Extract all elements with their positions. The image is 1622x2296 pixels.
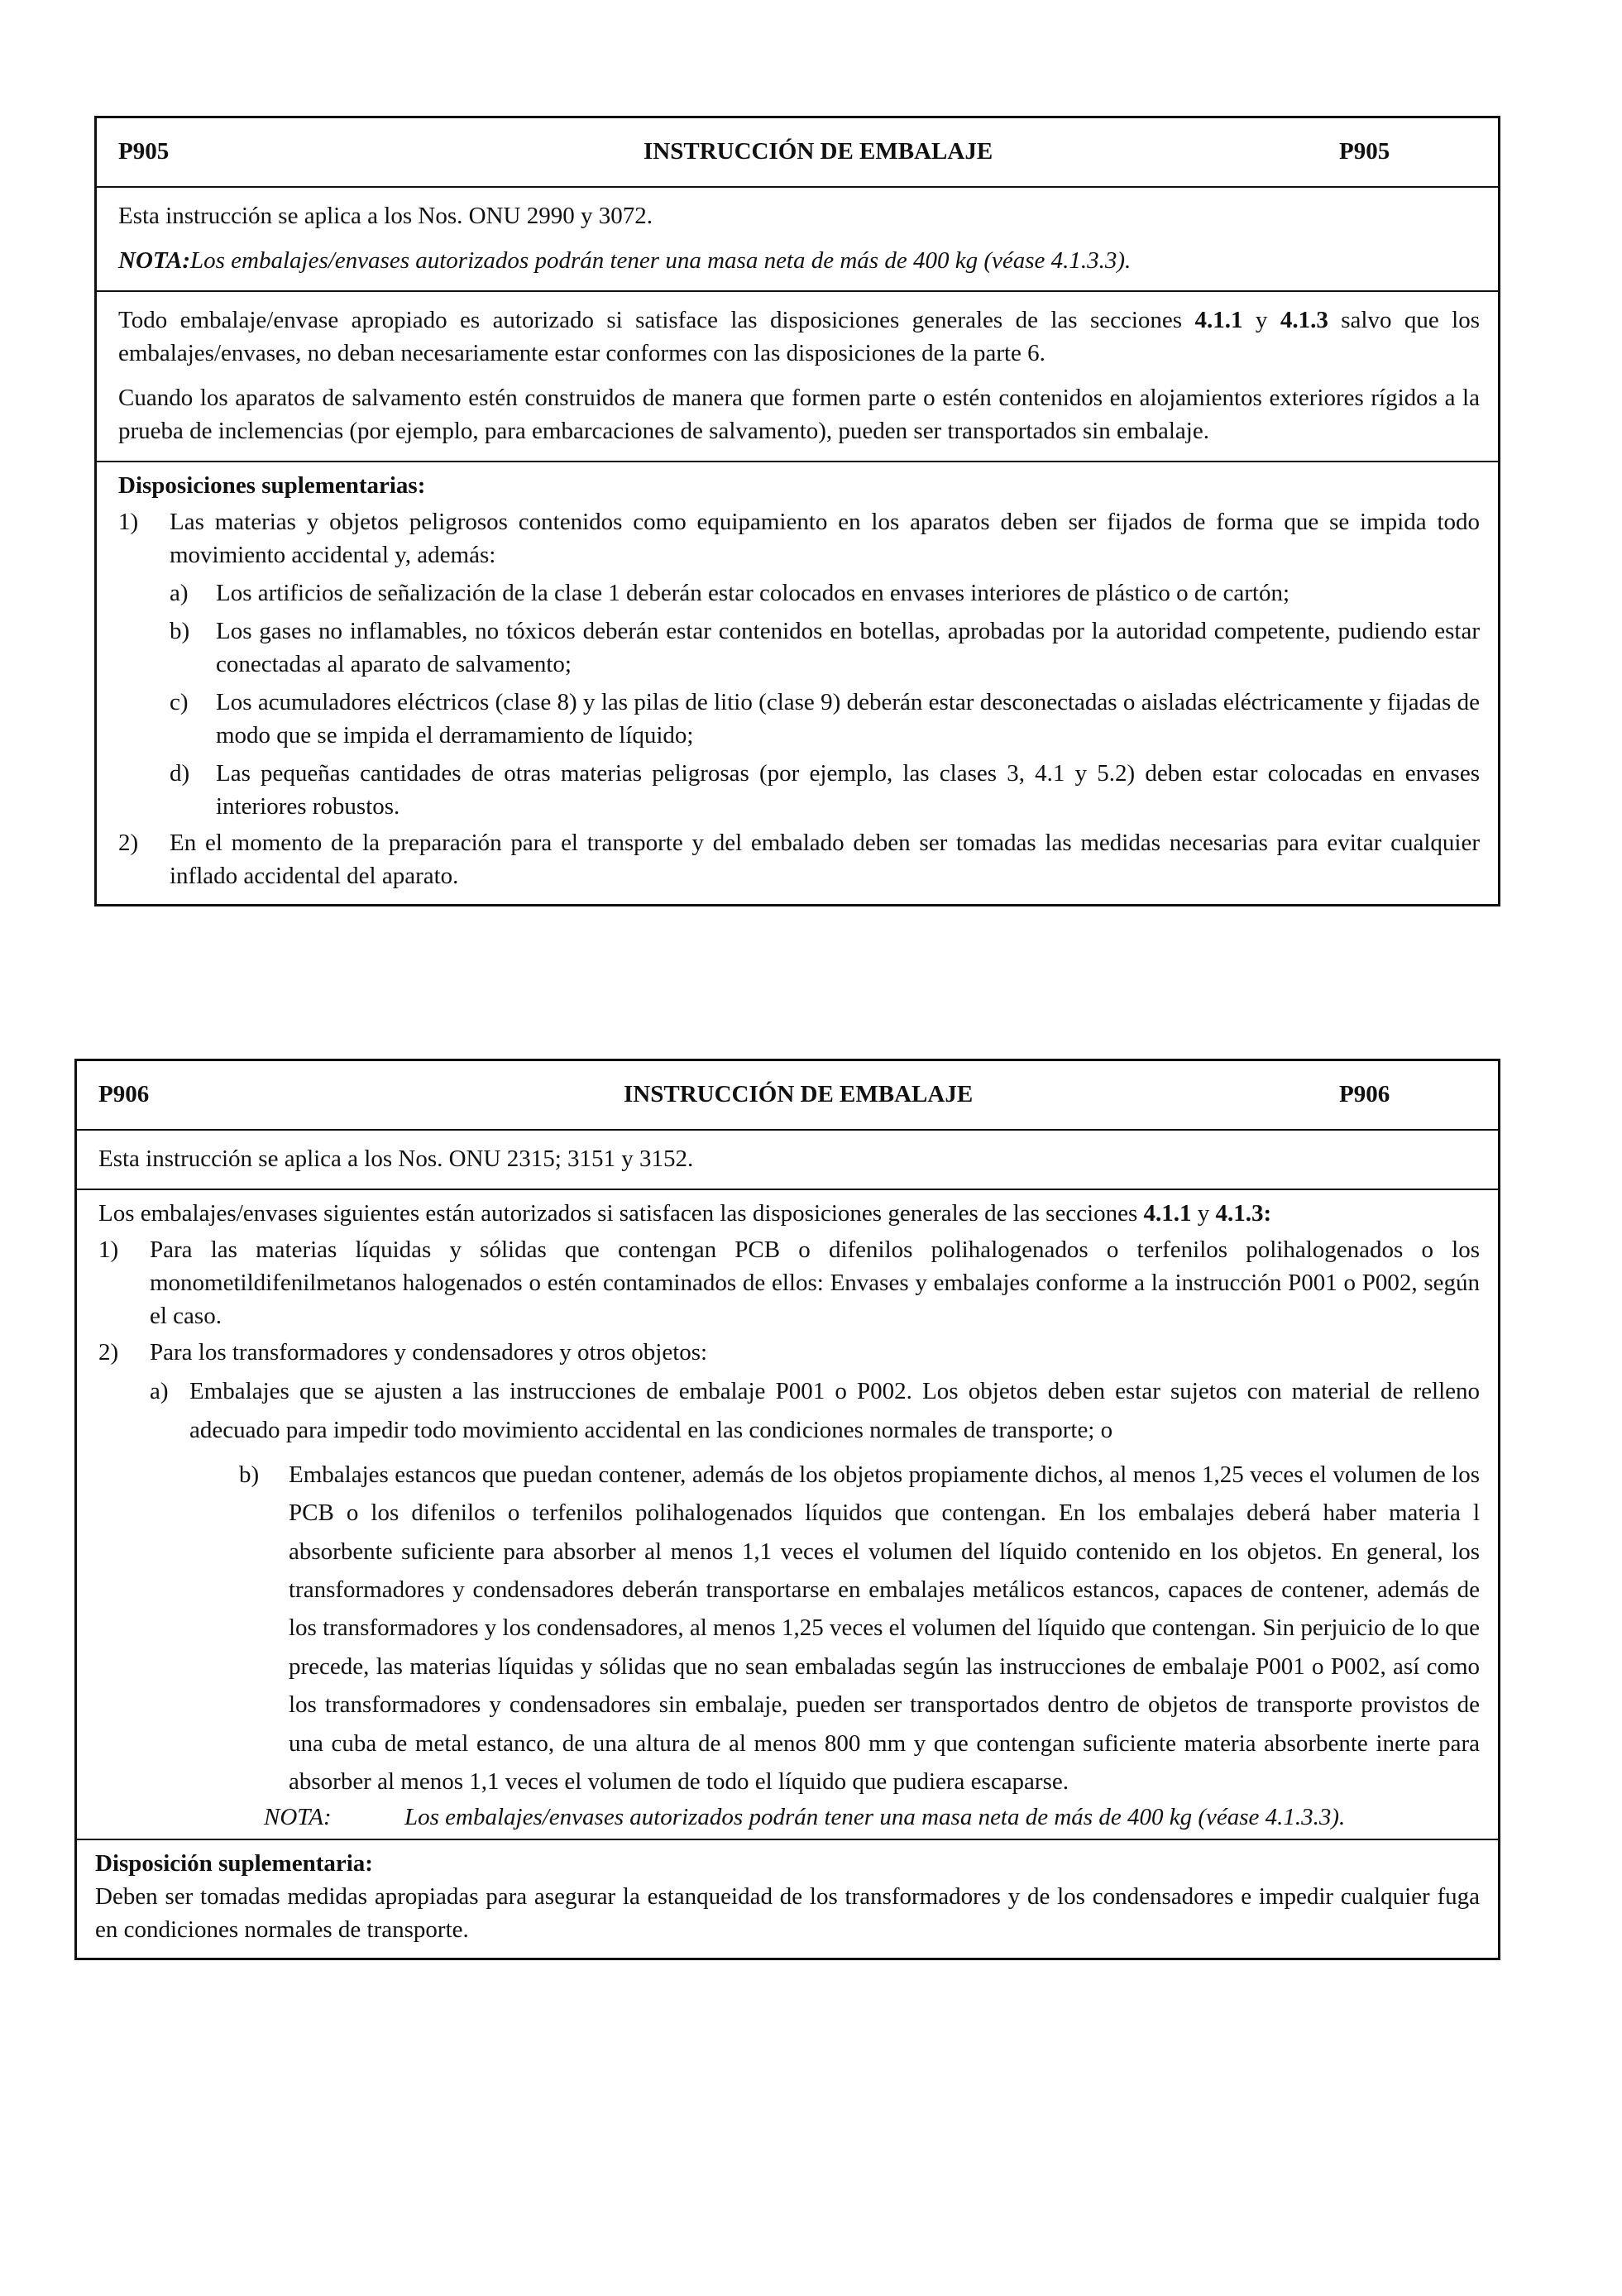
p906-supp-text: Deben ser tomadas medidas apropiadas para asegurar la estanqueidad de los transformadores y de los condensadores e impedir cualquier fuga en condiciones normales de transporte. xyxy=(95,1883,1480,1944)
p905-header xyxy=(97,118,1498,188)
p905-subitem-a xyxy=(170,576,1480,610)
p906-supplementary xyxy=(77,1840,1498,1958)
p905-general xyxy=(97,292,1498,462)
p906-header xyxy=(77,1061,1498,1131)
p906-intro-conj: y xyxy=(1191,1200,1216,1227)
p906-applies: Esta instrucción se aplica a los Nos. ONU 2315; 3151 y 3152. xyxy=(98,1146,694,1173)
item-text: Para los transformadores y condensadores y otros objetos: xyxy=(150,1339,708,1366)
p905-supp-heading: Disposiciones suplementarias: xyxy=(118,472,426,500)
p905-code-right: P905 xyxy=(1339,138,1390,165)
p906-code-right: P906 xyxy=(1339,1081,1390,1107)
item-text: En el momento de la preparación para el transporte y del embalado deben ser tomadas las medidas necesarias para evitar cualquier inflado accidental del aparato. xyxy=(170,830,1480,890)
item-number: 2) xyxy=(98,1339,119,1366)
subitem-text: Las pequeñas cantidades de otras materias peligrosas (por ejemplo, las clases 3, 4.1 y 5.2) deben estar colocadas en envases interiores robustos. xyxy=(216,760,1480,820)
p905-supplementary xyxy=(97,462,1498,904)
p905-para1 xyxy=(118,304,1480,370)
subitem-text: Los acumuladores eléctricos (clase 8) y las pilas de litio (clase 9) deberán estar desconectadas o aisladas eléctricamente y fijadas de modo que se impida el derramamiento de líquido; xyxy=(216,689,1480,749)
p906-item-1 xyxy=(98,1233,1480,1332)
item-number: 1) xyxy=(98,1236,119,1264)
p905-para1-text-a: Todo embalaje/envase apropiado es autorizado si satisface las disposiciones generales de las secciones xyxy=(118,307,1195,334)
p906-subitem-b xyxy=(239,1456,1480,1801)
subitem-text: Los gases no inflamables, no tóxicos deberán estar contenidos en botellas, aprobadas por la autoridad competente, pudiendo estar conectadas al aparato de salvamento; xyxy=(216,618,1480,678)
p905-subitem-d xyxy=(170,757,1480,823)
p905-para1-ref1: 4.1.1 xyxy=(1194,307,1243,334)
subitem-text: Los artificios de señalización de la clase 1 deberán estar colocados en envases interiores de plástico o de cartón; xyxy=(216,580,1290,607)
p906-scope xyxy=(77,1131,1498,1190)
p906-note-label: NOTA: xyxy=(264,1804,332,1831)
p905-scope xyxy=(97,188,1498,292)
p906-note-text: Los embalajes/envases autorizados podrán tener una masa neta de más de 400 kg (véase 4.1.3.3). xyxy=(404,1804,1346,1831)
p905-subitem-c xyxy=(170,686,1480,752)
p905-applies: Esta instrucción se aplica a los Nos. ONU 2990 y 3072. xyxy=(118,203,653,230)
p905-para1-conj: y xyxy=(1242,307,1280,334)
subitem-letter: c) xyxy=(170,689,189,716)
item-text: Para las materias líquidas y sólidas que contengan PCB o difenilos polihalogenados o terfenilos polihalogenados o los monometildifenilmetanos halogenados o estén contaminados de ellos: Envases y embalajes conforme a la instrucción P001 o P002, según el caso. xyxy=(150,1236,1480,1330)
p906-item-2 xyxy=(98,1336,1480,1369)
subitem-letter: a) xyxy=(170,580,189,607)
p906-code-left: P906 xyxy=(98,1081,150,1107)
p905-para2: Cuando los aparatos de salvamento estén construidos de manera que formen parte o estén contenidos en alojamientos exteriores rígidos a la prueba de inclemencias (por ejemplo, para embarcaciones de salvamento), pueden ser transportados sin embalaje. xyxy=(118,385,1480,445)
item-number: 2) xyxy=(118,830,139,857)
subitem-letter: d) xyxy=(170,760,190,787)
item-number: 1) xyxy=(118,509,139,536)
p905-note-text: Los embalajes/envases autorizados podrán tener una masa neta de más de 400 kg (véase 4.1.3.3). xyxy=(190,247,1132,275)
p906-intro-ref2: 4.1.3: xyxy=(1215,1200,1272,1227)
packing-instruction-p906 xyxy=(74,1059,1500,1960)
p905-subitem-b xyxy=(170,615,1480,681)
subitem-text: Embalajes estancos que puedan contener, además de los objetos propiamente dichos, al menos 1,25 veces el volumen de los PCB o los difenilos o terfenilos polihalogenados líquidos que contengan. En los embalajes deberá haber materia l absorbente suficiente para absorber al menos 1,1 veces el volumen del líquido contenido en los objetos. En general, los transformadores y condensadores deberán transportarse en embalajes metálicos estancos, capaces de contener, además de los transformadores y los condensadores, al menos 1,25 veces el volumen del líquido que contengan. Sin perjuicio de lo que precede, las materias líquidas y sólidas que no sean embaladas según las instrucciones de embalaje P001 o P002, así como los transformadores y condensadores sin embalaje, pueden ser transportados dentro de objetos de transporte provistos de una cuba de metal estanco, de una altura de al menos 800 mm y que contengan suficiente materia absorbente inerte para absorber al menos 1,1 veces el volumen de todo el líquido que pudiera escaparse. xyxy=(289,1461,1480,1796)
p905-title: INSTRUCCIÓN DE EMBALAJE xyxy=(644,138,993,165)
p906-intro-text: Los embalajes/envases siguientes están autorizados si satisfacen las disposiciones generales de las secciones xyxy=(98,1200,1144,1227)
p906-intro-ref1: 4.1.1 xyxy=(1143,1200,1192,1227)
item-text: Las materias y objetos peligrosos contenidos como equipamiento en los aparatos deben ser fijados de forma que se impida todo movimiento accidental y, además: xyxy=(170,509,1480,569)
p905-code-left: P905 xyxy=(118,138,170,165)
p906-note xyxy=(264,1802,1480,1834)
subitem-letter: b) xyxy=(239,1461,260,1488)
p906-body xyxy=(77,1190,1498,1840)
p905-para1-ref2: 4.1.3 xyxy=(1280,307,1328,334)
p905-para1-text-c: salvo que los embalajes/envases, no deban necesariamente estar conformes con las disposiciones de la parte 6. xyxy=(118,307,1480,367)
subitem-letter: b) xyxy=(170,618,190,645)
p905-item-1 xyxy=(118,505,1480,572)
p906-intro xyxy=(98,1197,1480,1230)
p906-title: INSTRUCCIÓN DE EMBALAJE xyxy=(624,1081,974,1107)
p905-note xyxy=(118,244,1480,277)
subitem-text: Embalajes que se ajusten a las instrucciones de embalaje P001 o P002. Los objetos deben estar sujetos con material de relleno adecuado para impedir todo movimiento accidental en las condiciones normales de transporte; o xyxy=(189,1378,1480,1443)
subitem-letter: a) xyxy=(150,1378,169,1405)
p905-item-2 xyxy=(118,826,1480,892)
packing-instruction-p905 xyxy=(94,116,1500,906)
p906-subitem-a xyxy=(150,1372,1480,1449)
p906-supp-heading: Disposición suplementaria: xyxy=(95,1850,373,1877)
p905-note-label: NOTA: xyxy=(118,247,190,275)
